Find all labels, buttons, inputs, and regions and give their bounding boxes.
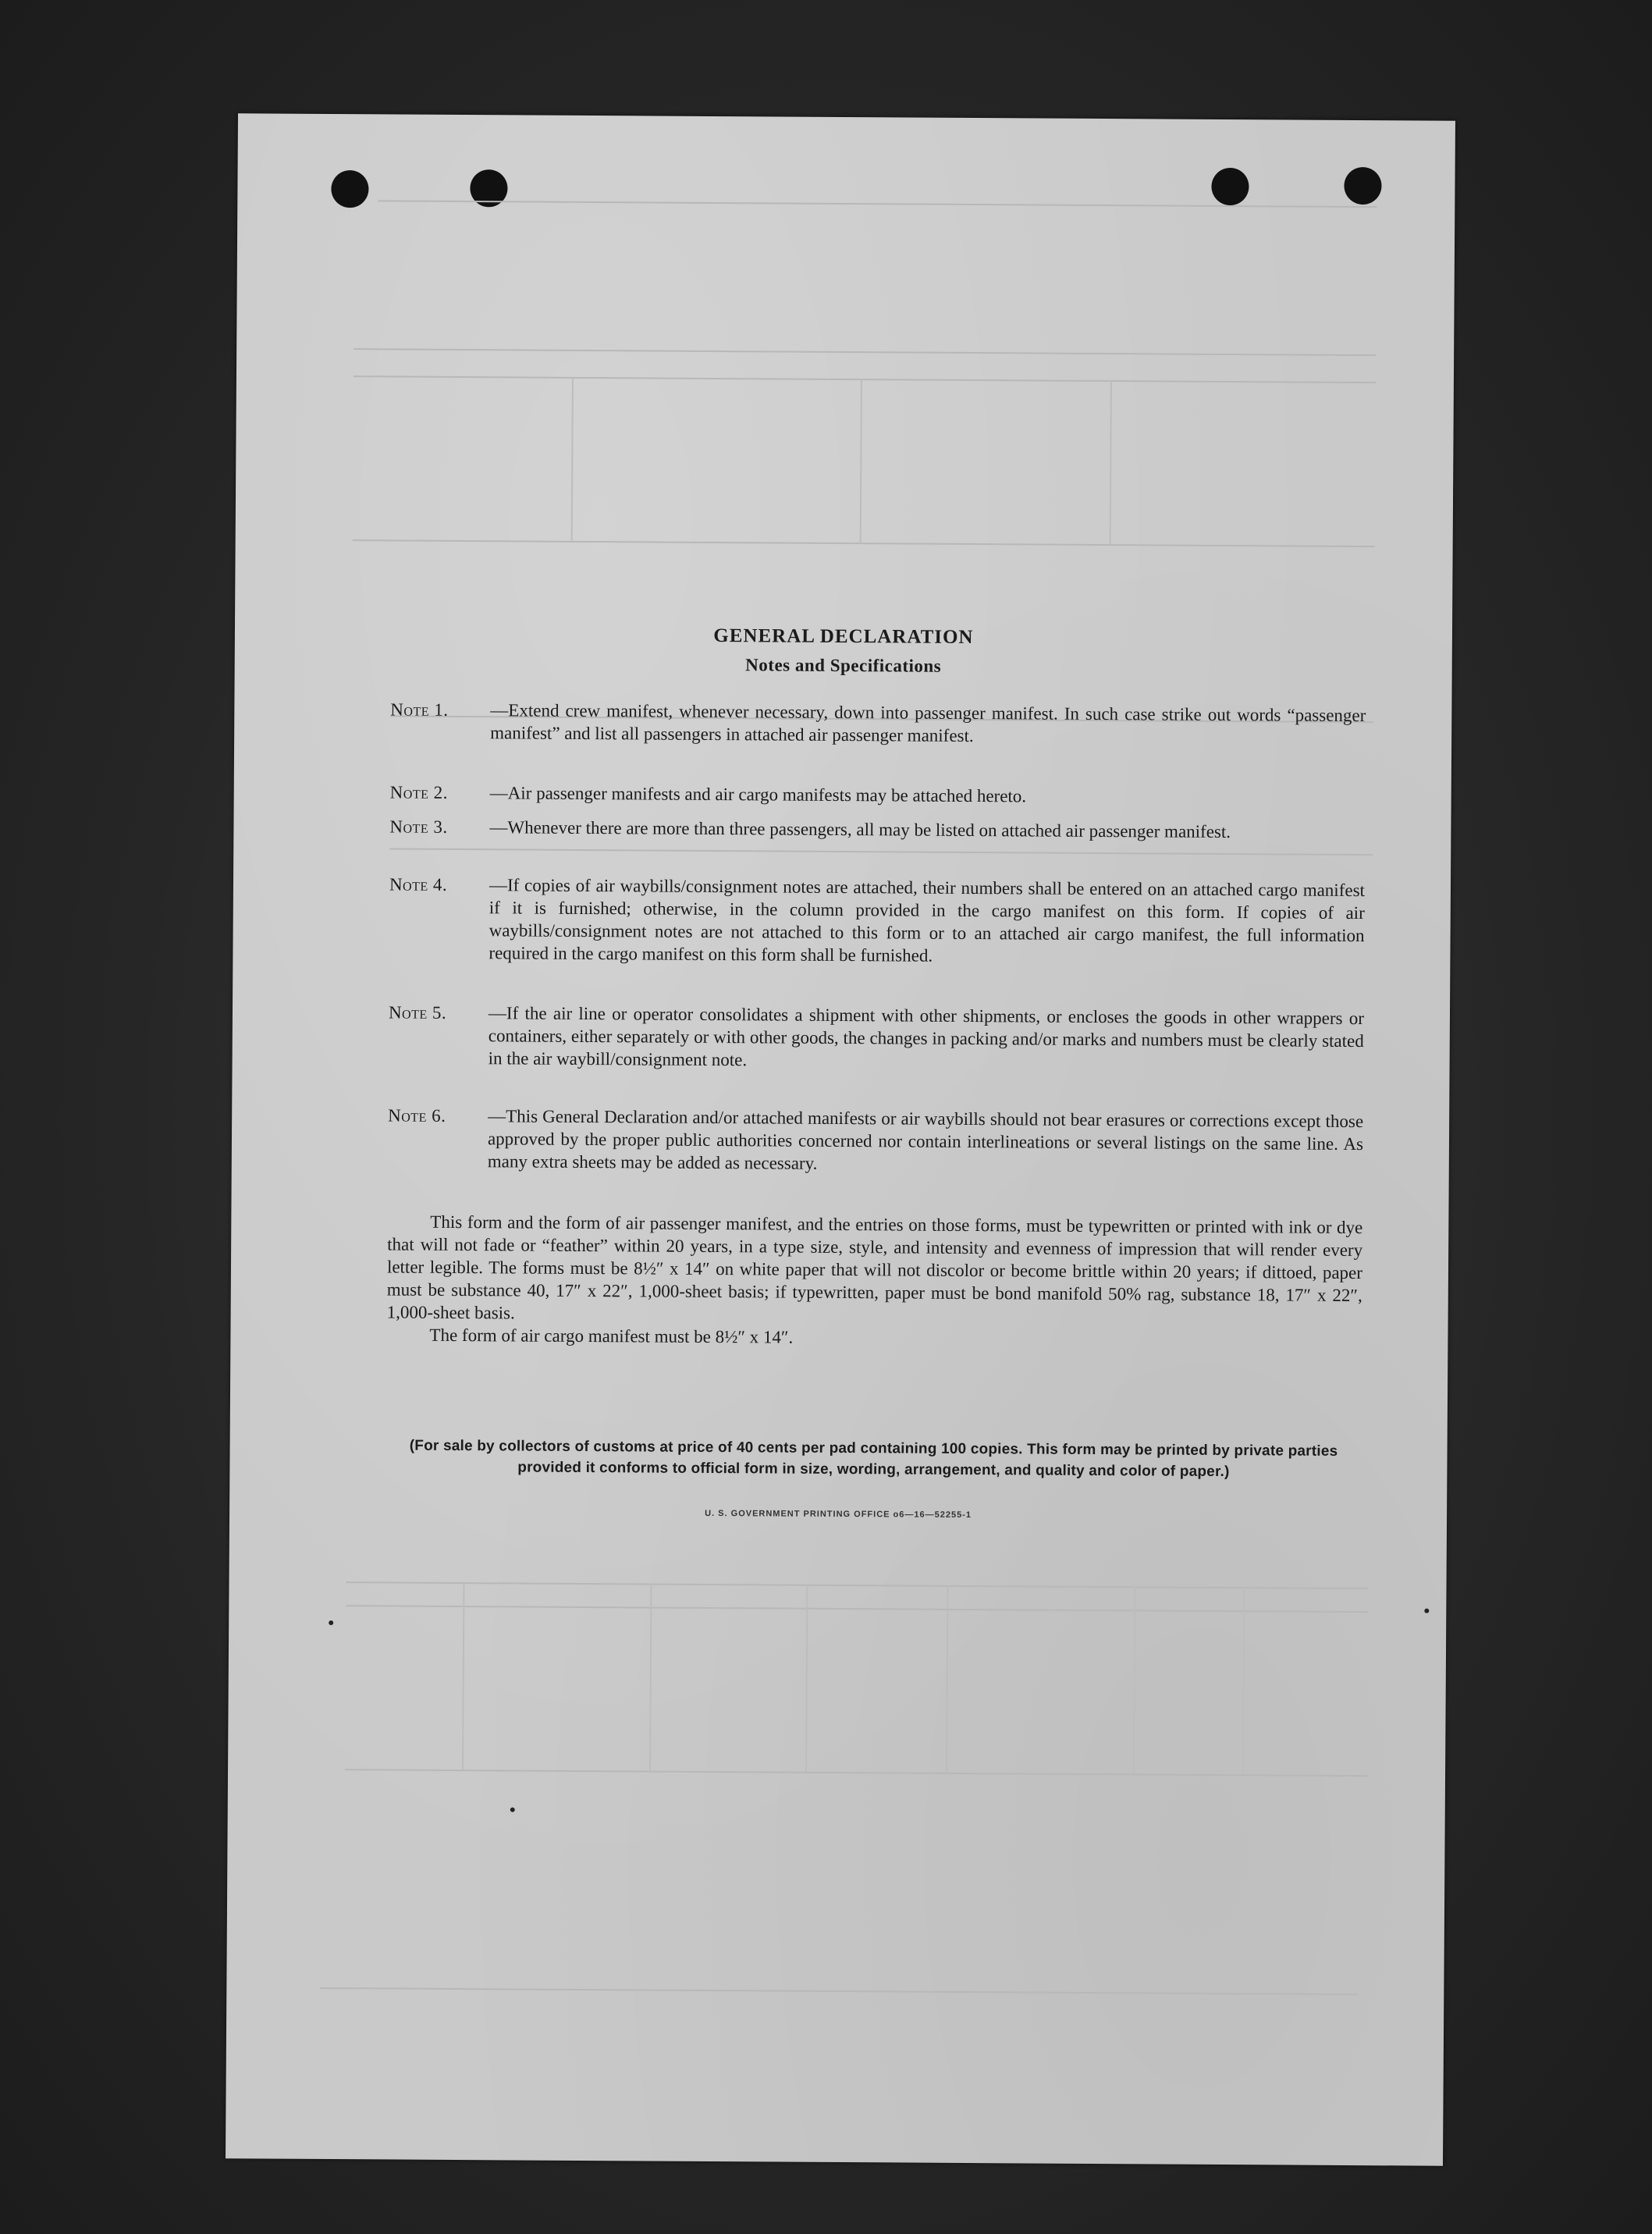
note-text: [389, 1001, 1365, 1075]
note-text: [389, 815, 1365, 844]
note-5: [389, 1001, 1365, 1075]
note-3: [389, 815, 1365, 844]
page-subtitle: Notes and Specifications: [745, 655, 942, 676]
sale-notice: (For sale by collectors of customs at price of 40 cents per pad containing 100 copies. This form may be printed by private parties provided it conforms to official form in size, wording, arrangement, and quality and color of paper.): [409, 1437, 1338, 1481]
specification-text: This form and the form of air passenger manifest, and the entries on those forms, must be typewritten or printed with ink or dye that will not fade or “feather” within 20 years, in a type size, style, and intensity and evenness of impression that will render every letter legible. The forms must be 8½″ x 14″ on white paper that will not discolor or become brittle within 20 years; if dittoed, paper must be substance 40, 17″ x 22″, 1,000-sheet basis; if typewritten, paper must be bond manifold 50% rag, substance 18, 17″ x 22″, 1,000-sheet basis.: [386, 1211, 1363, 1323]
note-label: Note 2.: [389, 782, 449, 802]
note-body: —If the air line or operator consolidates a shipment with other shipments, or encloses the goods in other wrappers or containers, either separately or with other goods, the changes in packing and/or marks and numbers must be clearly stated in the air waybill/consignment note.: [488, 1003, 1365, 1070]
document-sheet: [226, 113, 1455, 2165]
note-label: Note 3.: [389, 816, 448, 837]
note-4: [389, 873, 1365, 969]
note-1: [390, 698, 1366, 749]
note-2: [390, 781, 1366, 809]
note-text: [388, 1104, 1364, 1178]
note-body: —This General Declaration and/or attached manifests or air waybills should not bear erasures or corrections except those approved by the proper public authorities concerned nor contain interlineations or several listings on the same line. As many extra sheets may be added as necessary.: [487, 1106, 1364, 1173]
note-6: [388, 1104, 1364, 1178]
page-title: GENERAL DECLARATION: [713, 624, 974, 649]
note-body: —Air passenger manifests and air cargo manifests may be attached hereto.: [489, 783, 1027, 806]
note-label: Note 4.: [389, 874, 448, 895]
printer-imprint: U. S. GOVERNMENT PRINTING OFFICE o6—16—52255-1: [705, 1508, 972, 1521]
note-text: [390, 781, 1366, 809]
note-body: —Extend crew manifest, whenever necessary, down into passenger manifest. In such case strike out words “passenger manifest” and list all passengers in attached air passenger manifest.: [490, 700, 1366, 746]
ink-speck: [510, 1807, 515, 1812]
note-text: [390, 698, 1366, 749]
ink-speck: [1424, 1609, 1429, 1613]
note-body: —Whenever there are more than three passengers, all may be listed on attached air passenger manifest.: [489, 817, 1231, 842]
note-label: Note 1.: [390, 699, 449, 720]
note-label: Note 5.: [388, 1002, 447, 1023]
ink-speck: [329, 1620, 333, 1625]
specification-paragraph: [386, 1210, 1362, 1352]
notes-content: [226, 113, 1455, 2165]
note-body: —If copies of air waybills/consignment notes are attached, their numbers shall be entered on an attached cargo manifest if it is furnished; otherwise, in the column provided in the cargo manifest on this form. If copies of air waybills/consignment notes are not attached to this form or to an attached air cargo manifest, the full information required in the cargo manifest on this form shall be furnished.: [488, 875, 1366, 966]
note-label: Note 6.: [388, 1105, 446, 1126]
cargo-manifest-size-text: The form of air cargo manifest must be 8½″ x 14″.: [429, 1325, 794, 1347]
note-text: [389, 873, 1365, 969]
